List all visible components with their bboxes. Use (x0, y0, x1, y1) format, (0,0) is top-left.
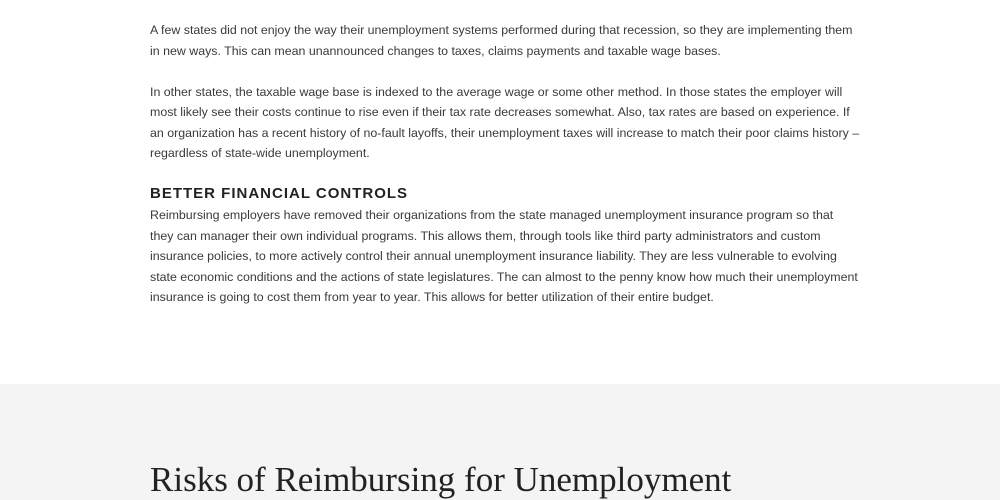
next-section-title: Risks of Reimbursing for Unemployment (150, 460, 732, 499)
paragraph-financial-controls: Reimbursing employers have removed their organizations from the state managed unemployment insurance program so that they can manager their own individual programs. This allows them, through tools like third party administrators and custom insurance policies, to more actively control their annual unemployment insurance liability. They are less vulnerable to evolving state economic conditions and the actions of state legislatures. The can almost to the penny know how much their unemployment insurance is going to cost them from year to year. This allows for better utilization of their entire budget. (150, 208, 858, 305)
subsection-heading: BETTER FINANCIAL CONTROLS (150, 185, 409, 202)
article-body (150, 20, 860, 305)
paragraph-state-changes: A few states did not enjoy the way their unemployment systems performed during that recession, so they are implementing them in new ways. This can mean unannounced changes to taxes, claims payments and taxable wage bases. (150, 23, 853, 58)
paragraph-taxable-wage-base: In other states, the taxable wage base is indexed to the average wage or some other method. In those states the employer will most likely see their costs continue to rise even if their tax rate decreases somewhat. Also, tax rates are based on experience. If an organization has a recent history of no-fault layoffs, their unemployment taxes will increase to match their poor claims history – regardless of state-wide unemployment. (150, 84, 860, 161)
